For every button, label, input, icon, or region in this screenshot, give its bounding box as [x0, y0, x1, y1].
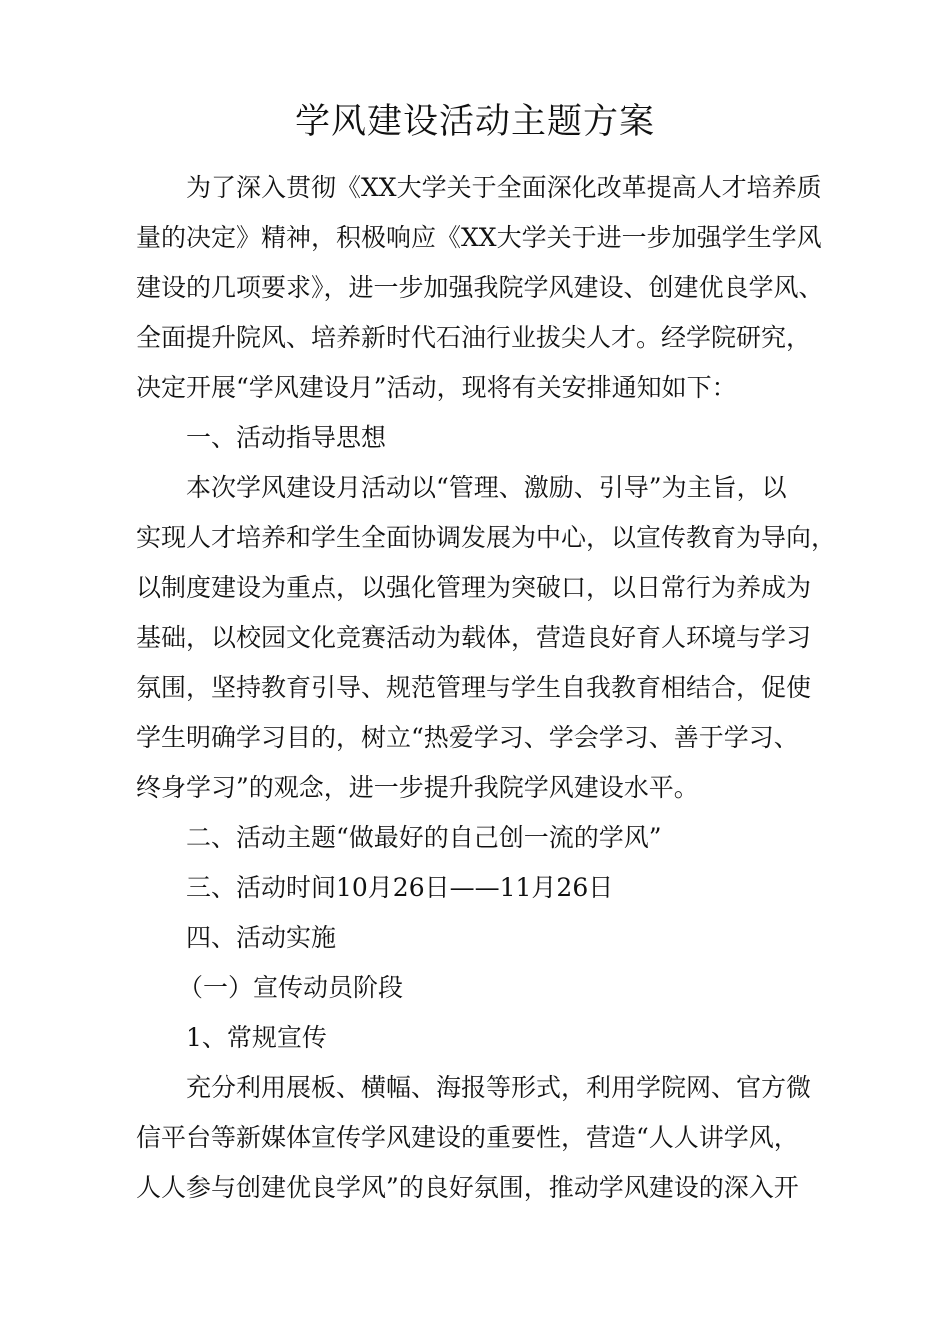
- paragraph-line: 决定开展“学风建设月”活动，现将有关安排通知如下：: [136, 373, 737, 402]
- paragraph-line: 人人参与创建优良学风”的良好氛围，推动学风建设的深入开: [136, 1173, 799, 1202]
- paragraph-line: 充分利用展板、横幅、海报等形式，利用学院网、官方微: [186, 1073, 812, 1102]
- section-heading: 二、活动主题“做最好的自己创一流的学风”: [186, 823, 662, 852]
- paragraph-line: 以制度建设为重点，以强化管理为突破口，以日常行为养成为: [136, 573, 812, 602]
- paragraph-line: 实现人才培养和学生全面协调发展为中心，以宣传教育为导向，: [136, 523, 837, 552]
- paragraph-line: 建设的几项要求》，进一步加强我院学风建设、创建优良学风、: [136, 273, 824, 302]
- section-heading: 三、活动时间10月26日——11月26日: [186, 873, 614, 902]
- paragraph-line: 信平台等新媒体宣传学风建设的重要性，营造“人人讲学风，: [136, 1123, 799, 1152]
- paragraph-line: 终身学习”的观念，进一步提升我院学风建设水平。: [136, 773, 699, 802]
- paragraph-line: 本次学风建设月活动以“管理、激励、引导”为主旨，以: [186, 473, 787, 502]
- paragraph-line: 氛围，坚持教育引导、规范管理与学生自我教育相结合，促使: [136, 673, 812, 702]
- document-title: 学风建设活动主题方案: [294, 102, 655, 142]
- paragraph-line: 量的决定》精神，积极响应《XX大学关于进一步加强学生学风: [136, 223, 822, 252]
- paragraph-line: 全面提升院风、培养新时代石油行业拔尖人才。经学院研究，: [136, 323, 812, 352]
- section-heading: 一、活动指导思想: [186, 423, 387, 452]
- paragraph-line: 基础，以校园文化竞赛活动为载体，营造良好育人环境与学习: [136, 623, 812, 652]
- subsection-heading: （一）宣传动员阶段: [178, 973, 404, 1002]
- paragraph-line: 为了深入贯彻《XX大学关于全面深化改革提高人才培养质: [186, 173, 822, 202]
- item-heading: 1、常规宣传: [186, 1023, 327, 1052]
- paragraph-line: 学生明确学习目的，树立“热爱学习、学会学习、善于学习、: [136, 723, 799, 752]
- section-heading: 四、活动实施: [186, 923, 337, 952]
